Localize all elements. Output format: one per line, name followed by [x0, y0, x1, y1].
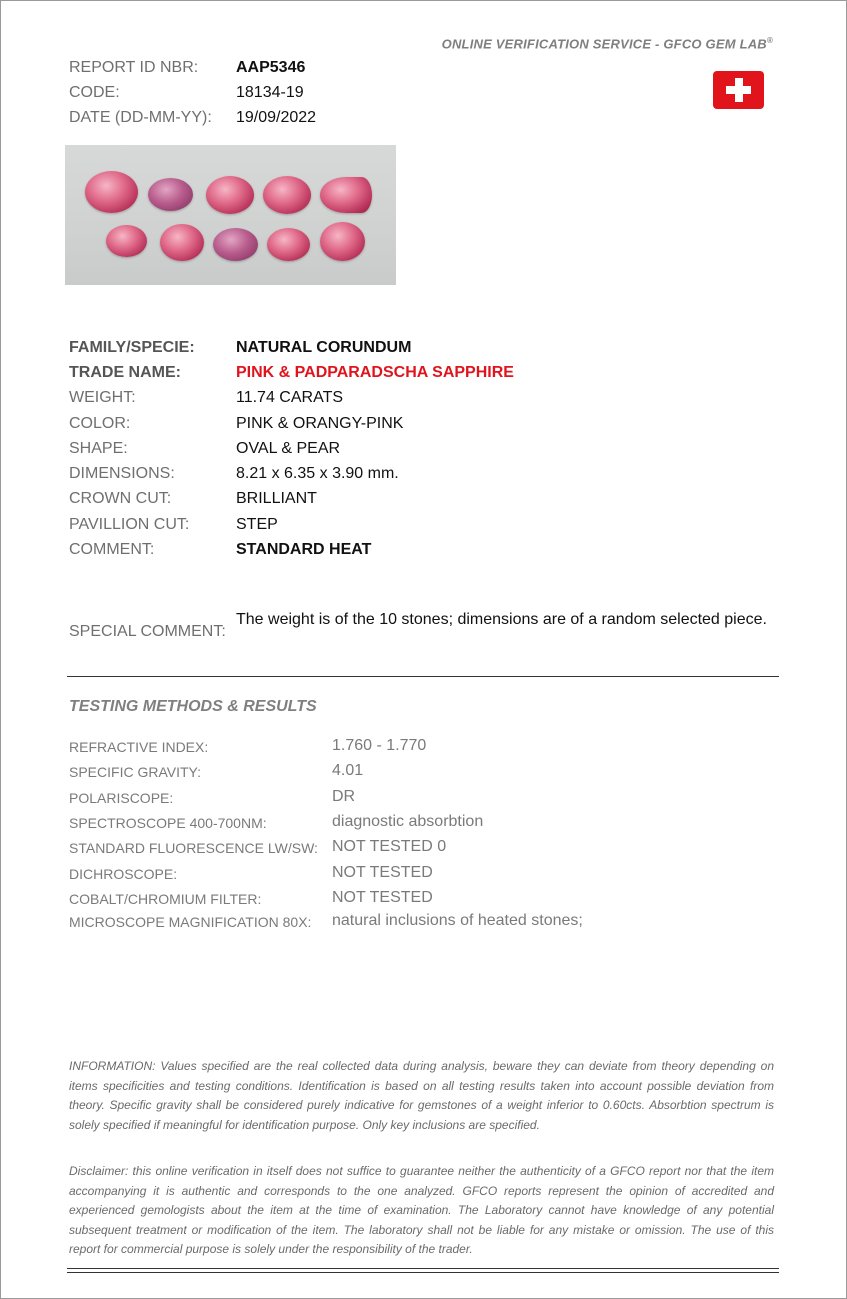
family-label: FAMILY/SPECIE: — [69, 339, 195, 356]
shape-label: SHAPE: — [69, 440, 128, 457]
test-value: diagnostic absorbtion — [332, 813, 484, 830]
gemstone-image — [320, 222, 365, 261]
trade-name-value: PINK & PADPARADSCHA SAPPHIRE — [236, 364, 514, 381]
disclaimer-paragraph: Disclaimer: this online verification in itself does not suffice to guarantee neither the authenticity of a GFCO report nor that the item accompanying it is authentic and corresponds to the one analyzed. GFCO reports represent the opinion of accredited and experienced gemologists about the item at the time of examination. The Laboratory cannot have knowledge of any potential subsequent treatment or modification of the item. The laboratory shall not be liable for any mistake or omission. The use of this report for commercial purpose is solely under the responsibility of the trader. — [69, 1164, 774, 1256]
gemstone-image — [160, 224, 204, 261]
testing-section-title: TESTING METHODS & RESULTS — [69, 698, 317, 715]
test-value: NOT TESTED — [332, 889, 433, 906]
dimensions-label: DIMENSIONS: — [69, 465, 175, 482]
family-value: NATURAL CORUNDUM — [236, 339, 412, 356]
color-label: COLOR: — [69, 415, 131, 432]
test-label: STANDARD FLUORESCENCE LW/SW: — [69, 840, 318, 856]
weight-label: WEIGHT: — [69, 389, 136, 406]
test-label: DICHROSCOPE: — [69, 866, 178, 882]
weight-value: 11.74 CARATS — [236, 389, 344, 406]
gemstone-image — [320, 177, 372, 213]
test-value: natural inclusions of heated stones; — [332, 912, 583, 929]
gemstone-image — [267, 228, 310, 261]
date-label: DATE (DD-MM-YY): — [69, 109, 212, 126]
report-id-label: REPORT ID NBR: — [69, 59, 199, 76]
gemstone-image — [148, 178, 193, 211]
crown-cut-value: BRILLIANT — [236, 490, 317, 507]
special-comment-label: SPECIAL COMMENT: — [69, 623, 226, 640]
test-value: DR — [332, 788, 356, 805]
test-label: SPECTROSCOPE 400-700NM: — [69, 815, 267, 831]
test-label: REFRACTIVE INDEX: — [69, 739, 209, 755]
dimensions-value: 8.21 x 6.35 x 3.90 mm. — [236, 465, 399, 482]
test-value: NOT TESTED — [332, 864, 433, 881]
pavillion-cut-label: PAVILLION CUT: — [69, 516, 190, 533]
special-comment-text: The weight is of the 10 stones; dimensions are of a random selected piece. — [236, 611, 767, 628]
test-label: POLARISCOPE: — [69, 790, 174, 806]
gemstone-image — [85, 171, 138, 213]
footer-double-rule — [67, 1268, 779, 1273]
test-label: SPECIFIC GRAVITY: — [69, 764, 201, 780]
gemstone-image — [263, 176, 311, 214]
code-label: CODE: — [69, 84, 120, 101]
information-paragraph: INFORMATION: Values specified are the real collected data during analysis, beware they can deviate from theory depending on items specificities and testing conditions. Identification is based on all testing results taken into account possible deviation from theory. Specific gravity shall be considered purely indicative for gemstones of a weight inferior to 0.60cts. Absorbtion spectrum is solely specified if meaningful for identification purpose. Only key inclusions are specified. — [69, 1059, 774, 1132]
test-label: COBALT/CHROMIUM FILTER: — [69, 891, 262, 907]
comment-label: COMMENT: — [69, 541, 155, 558]
test-value: 1.760 - 1.770 — [332, 737, 427, 754]
report-id-value: AAP5346 — [236, 59, 306, 76]
gemstone-image — [213, 228, 258, 261]
test-value: NOT TESTED 0 — [332, 838, 447, 855]
color-value: PINK & ORANGY-PINK — [236, 415, 404, 432]
comment-value: STANDARD HEAT — [236, 541, 372, 558]
swiss-flag-icon — [713, 71, 764, 109]
test-value: 4.01 — [332, 762, 364, 779]
gemstones-photo — [65, 145, 396, 285]
section-divider — [67, 676, 779, 677]
crown-cut-label: CROWN CUT: — [69, 490, 172, 507]
gemstone-image — [206, 176, 254, 214]
test-label: MICROSCOPE MAGNIFICATION 80X: — [69, 914, 312, 930]
date-value: 19/09/2022 — [236, 109, 317, 126]
service-title: ONLINE VERIFICATION SERVICE - GFCO GEM LAB® — [441, 36, 773, 52]
gemstone-image — [106, 225, 147, 257]
code-value: 18134-19 — [236, 84, 304, 101]
pavillion-cut-value: STEP — [236, 516, 278, 533]
trade-name-label: TRADE NAME: — [69, 364, 181, 381]
shape-value: OVAL & PEAR — [236, 440, 341, 457]
